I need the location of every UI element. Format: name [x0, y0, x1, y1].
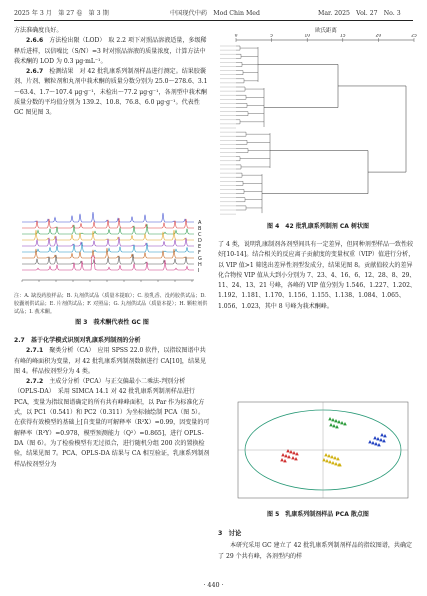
- left-column-top: [14, 26, 210, 119]
- dendrogram-tick-label: 5: [270, 34, 274, 39]
- dendrogram-branch: [236, 206, 246, 210]
- pca-sample-point: [380, 433, 384, 436]
- dendrogram-branch: [236, 149, 248, 153]
- dendrogram-branch: [236, 46, 240, 50]
- pca-sample-point: [322, 458, 326, 461]
- pca-sample-point: [328, 417, 332, 420]
- para-discussion: 本研究采用 GC 建立了 42 批乳康系列制剂样品的指纹图谱，共确定了 29 个共有峰，各剂型内的样: [218, 542, 413, 560]
- para-lod-text: 方法检出限（LOD） 取 2.2 项下对照品溶液适量，多级稀释后进样，以信噪比（S/N）=3 时对照品溶液的质量浓度，计算方法中莪术酮的 LOD 为 0.3 μg·mL⁻¹。: [14, 37, 207, 65]
- para-pca: [14, 377, 210, 470]
- pca-sample-point: [289, 450, 293, 453]
- dendrogram-tick-label: 0: [234, 34, 238, 39]
- right-column-text: [218, 240, 418, 312]
- dendrogram-branch: [236, 103, 247, 107]
- gc-trace: [22, 248, 194, 258]
- para-pca-number: 2.7.2: [26, 378, 44, 386]
- para-ca-text: 聚类分析（CA） 应用 SPSS 22.0 软件，以指纹图谱中共有峰的峰面积为变量，对 42 批乳康系列制剂数据进行 CA[10]，结果见图 4。样品按剂型分为 4 类。: [14, 347, 207, 375]
- dendrogram-branch: [236, 181, 243, 185]
- running-header: [0, 0, 427, 22]
- header-date: Mar. 2025 Vol. 27 No. 3: [318, 10, 401, 17]
- pca-sample-point: [324, 453, 328, 456]
- para-pca-text: 主成分分析（PCA）与正交偏最小二乘法-判别分析（OPLS-DA） 采用 SIMCA 14.1 对 42 批乳康系列制剂样品进行 PCA，变量为指纹图谱确定的所有共有峰峰面积，以 Par 作为标准化方式，以 PC1（0.541）和 PC2（0.311）为坐标轴绘制 PCA（图 5）。在获得有效模型的基础上[自变量的可解释率（R²X）=0.99，因变量的可解释率（R²Y）=0.978，模型预测能力（Q²）=0.865]，进行 OPLS-DA（图 6）。为了检验模型有无过拟合，进行随机分组 200 次的置换检验，结果见图 7。PCA、OPLS-DA 结果与 CA 相互验证，乳康系列制剂样品按剂型分为: [14, 378, 210, 468]
- para-lod: [14, 36, 210, 67]
- pca-sample-point: [295, 452, 299, 455]
- pca-sample-point: [371, 441, 375, 444]
- dendrogram-branch: [236, 165, 241, 169]
- pca-sample-point: [334, 419, 338, 422]
- pca-sample-point: [328, 460, 332, 463]
- para-ca-number: 2.7.1: [26, 347, 44, 355]
- dendrogram-tick-label: 10: [304, 34, 311, 39]
- gc-trace-label: H: [198, 262, 202, 268]
- figure5-caption: 图 5 乳康系列制剂样品 PCA 散点图: [267, 511, 369, 518]
- header-rule: [14, 20, 413, 21]
- gc-trace: [22, 224, 194, 234]
- para-results-number: 2.6.7: [26, 68, 44, 76]
- gc-trace-label: D: [198, 238, 202, 244]
- pca-sample-point: [373, 436, 377, 439]
- pca-sample-point: [379, 438, 383, 441]
- dendrogram-branch: [236, 54, 241, 58]
- pca-sample-point: [327, 454, 331, 457]
- dendrogram-tick-label: 20: [375, 34, 382, 39]
- pca-sample-point: [280, 458, 284, 461]
- pca-sample-point: [337, 420, 341, 423]
- para-results: [14, 67, 210, 118]
- pca-sample-point: [332, 424, 336, 427]
- gc-trace-label: C: [198, 232, 202, 238]
- gc-trace-label: A: [198, 220, 202, 226]
- gc-trace-label: F: [198, 250, 201, 256]
- dendrogram-branch: [338, 86, 406, 172]
- pca-sample-point: [330, 455, 334, 458]
- dendrogram-branch: [236, 198, 245, 202]
- page-number: · 440 ·: [203, 581, 224, 589]
- pca-sample-point: [291, 456, 295, 459]
- pca-scatter-figure: [228, 400, 414, 508]
- dendrogram-tick-label: 15: [339, 34, 346, 39]
- pca-sample-point: [329, 423, 333, 426]
- dendrogram-branch: [262, 151, 368, 194]
- pca-sample-point: [281, 453, 285, 456]
- section-3-heading: 3 讨论: [218, 530, 242, 537]
- pca-sample-point: [340, 421, 344, 424]
- dendrogram-branch: [258, 64, 338, 107]
- pca-sample-point: [284, 454, 288, 457]
- pca-sample-point: [325, 459, 329, 462]
- pca-sample-point: [383, 434, 387, 437]
- dendrogram-branch: [236, 79, 244, 83]
- header-journal: 中国现代中药 Mod Chin Med: [170, 10, 260, 17]
- pca-sample-point: [335, 425, 339, 428]
- gc-trace: [22, 242, 194, 252]
- dendrogram-branch: [236, 140, 247, 144]
- gc-trace-label: B: [198, 226, 202, 232]
- para-lod-number: 2.6.6: [26, 37, 44, 45]
- dendrogram-tick-label: 25: [411, 34, 417, 39]
- dendrogram-axis-title: 欧氏距离: [315, 28, 337, 34]
- pca-sample-point: [331, 418, 335, 421]
- gc-trace: [22, 236, 194, 246]
- dendrogram-branch: [236, 62, 242, 66]
- para-results-text: 检测结果 对 42 批乳康系列制剂样品进行测定。结果胶囊剂、片剂、颗粒剂和丸剂中莪术酮的质量分数分别为 25.0～278.6、3.1～63.4、1.7～107.4 μg·g⁻¹，未检出～77.2 μg·g⁻¹，各剂型中莪术酮质量分数的平均值分别为 139.2、10.8、76.8、6.0 μg·g⁻¹。代表性 GC 图见图 3。: [14, 68, 208, 117]
- gc-trace: [22, 230, 194, 240]
- dendrogram-branch: [236, 190, 244, 194]
- para-ca: [14, 346, 210, 377]
- discussion-block: [218, 529, 418, 562]
- pca-sample-point: [294, 457, 298, 460]
- pca-sample-point: [382, 439, 386, 442]
- pca-sample-point: [334, 462, 338, 465]
- pca-sample-point: [343, 422, 347, 425]
- dendrogram-figure: [218, 34, 418, 220]
- pca-sample-point: [286, 449, 290, 452]
- para-vip: 了 4 类，说明乳康制剂各剂型间具有一定差异，但同种剂型样品一致性较好[10-14]。结合相关的反应离子贡献度的变量权重（VIP）值进行分析，以 VIP 值>1 筛选出差异性剂型发成分，结果见图 8。贡献值较大的差异化合物按 VIP 值从大到小分别为 7、23、4、16、6、12、28、8、29、11、24、13、21 号峰，各峰的 VIP 值分别为 1.546、1.227、1.202、1.192、1.181、1.170、1.156、1.155、1.138、1.084、1.065、1.056、1.023，其中 8 号峰为莪术酮峰。: [218, 241, 416, 310]
- dendrogram-branch: [236, 157, 240, 161]
- pca-sample-point: [283, 459, 287, 462]
- section-2-7-heading: 2.7 基于化学模式识别对乳康系列制剂的分析: [14, 337, 141, 344]
- figure3-caption: 图 3 莪术酮代表性 GC 图: [75, 319, 149, 326]
- pca-sample-point: [368, 440, 372, 443]
- left-column-bottom: [14, 336, 210, 470]
- dendrogram-branch: [236, 95, 246, 99]
- pca-sample-point: [292, 451, 296, 454]
- figure3-note: 注：A. 缺没药胶样品；B. 丸剂供试品（质量本提取）；C. 胶乳香、没药胶供试品；D. 胶囊剂供试品；E. 片剂供试品；F. 对照品；G. 丸剂供试品（质量本提）；H. 颗粒剂供试品；I. 莪术酮。: [14, 293, 208, 316]
- dendrogram-branch: [236, 120, 240, 124]
- dendrogram-branch: [236, 112, 248, 116]
- gc-trace-label: G: [198, 256, 202, 262]
- pca-sample-point: [336, 457, 340, 460]
- pca-sample-point: [287, 455, 291, 458]
- header-issue: 2025 年 3 月 第 27 卷 第 3 期: [14, 10, 109, 17]
- dendrogram-branch: [236, 132, 246, 136]
- pca-sample-point: [333, 456, 337, 459]
- pca-sample-point: [331, 461, 335, 464]
- figure4-caption: 图 4 42 批乳康系列制剂 CA 树状图: [267, 223, 369, 230]
- gc-chromatogram-figure: [14, 200, 210, 292]
- pca-sample-point: [377, 443, 381, 446]
- dendrogram-branch: [236, 87, 245, 91]
- gc-trace-label: I: [198, 268, 200, 274]
- pca-sample-point: [376, 437, 380, 440]
- dendrogram-branch: [236, 173, 242, 177]
- pca-sample-point: [374, 442, 378, 445]
- para-continued: 方法准确度良好。: [14, 27, 63, 34]
- dendrogram-branch: [236, 71, 243, 75]
- gc-trace-label: E: [198, 244, 202, 250]
